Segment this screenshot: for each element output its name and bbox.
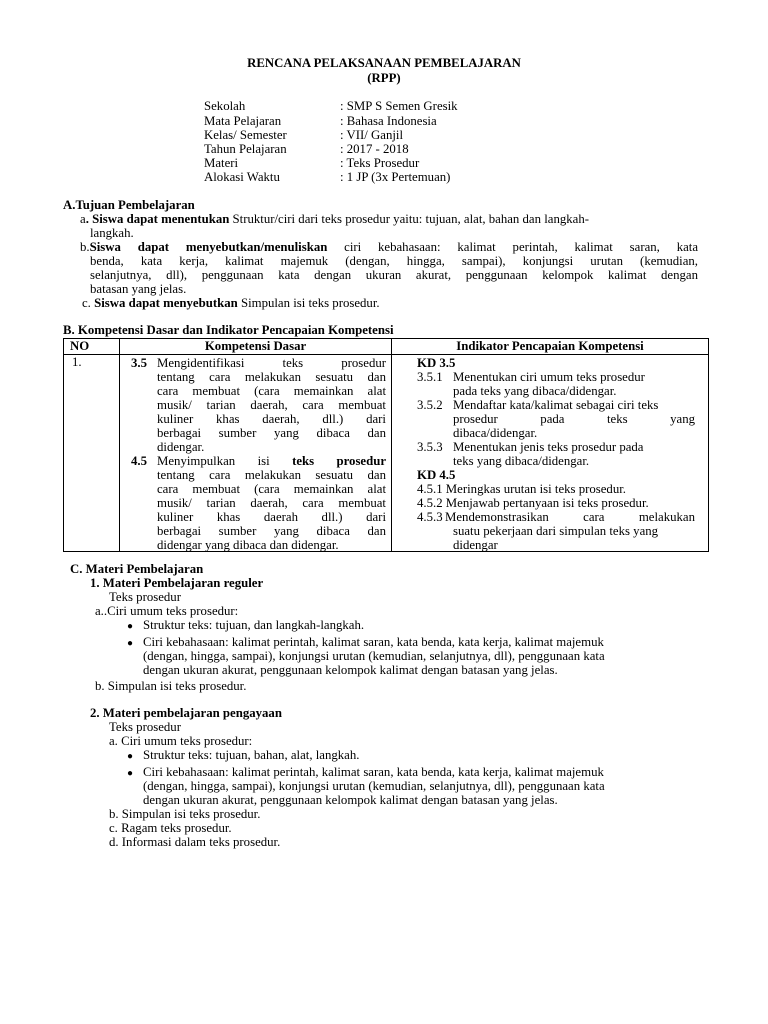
header-kd: Kompetensi Dasar [120, 339, 392, 355]
kd-number: 3.5 [131, 356, 147, 370]
identity-value: : 1 JP (3x Pertemuan) [340, 170, 451, 184]
ipk-text: didengar [453, 538, 498, 552]
kd-text: didengar yang dibaca dan didengar. [157, 538, 339, 552]
subsection-1-item-b: b. Simpulan isi teks prosedur. [95, 679, 247, 693]
objective-a-cont: langkah. [90, 226, 134, 240]
objective-text: Struktur/ciri dari teks prosedur yaitu: tujuan, alat, bahan dan langkah- [229, 212, 589, 226]
identity-value: : Bahasa Indonesia [340, 114, 437, 128]
header-ipk: Indikator Pencapaian Kompetensi [392, 339, 709, 355]
subsection-2-item-c: c. Ragam teks prosedur. [109, 821, 232, 835]
bullet-icon: ● [127, 751, 134, 762]
kd-text: tentang cara melakukan sesuatu dan [157, 370, 386, 384]
ipk-text: pada teks yang dibaca/didengar. [453, 384, 617, 398]
objective-a [80, 212, 589, 227]
bullet-text: dengan ukuran akurat, penggunaan kelompok kalimat dengan batasan yang jelas. [143, 793, 558, 807]
kd-cell [120, 355, 392, 552]
ipk-number: 4.5.3 [417, 510, 443, 524]
doc-title: RENCANA PELAKSANAAN PEMBELAJARAN [247, 56, 521, 70]
bullet-text: Struktur teks: tujuan, dan langkah-langkah. [143, 618, 365, 632]
kd-text: kuliner khas daerah dll.) dari [157, 510, 386, 524]
ipk-number: 3.5.1 [417, 370, 443, 384]
bullet-icon: ● [127, 621, 134, 632]
ipk-kd-heading: KD 4.5 [417, 468, 456, 482]
objective-marker: b. [80, 240, 90, 254]
ipk-text: dibaca/didengar. [453, 426, 538, 440]
objective-b [80, 240, 698, 255]
identity-label: Materi [204, 156, 239, 170]
identity-value: : 2017 - 2018 [340, 142, 409, 156]
subsection-2-subtitle: Teks prosedur [109, 720, 181, 734]
subsection-2-item-d: d. Informasi dalam teks prosedur. [109, 835, 281, 849]
kd-text: musik/ tarian daerah, cara membuat [157, 398, 386, 412]
kd-bold: teks prosedur [292, 454, 387, 468]
subsection-1-subtitle: Teks prosedur [109, 590, 181, 604]
row-number-text: 1. [72, 355, 82, 369]
objective-b-line: benda, kata kerja, kalimat majemuk (dengan, hingga, sampai), konjungsi urutan (kemudian, [90, 254, 698, 268]
ipk-kd-heading: KD 3.5 [417, 356, 456, 370]
doc-subtitle: (RPP) [367, 71, 401, 85]
identity-label: Kelas/ Semester [204, 128, 287, 142]
section-a-heading: A.Tujuan Pembelajaran [63, 198, 195, 212]
header-no: NO [64, 339, 120, 355]
ipk-text: suatu pekerjaan dari simpulan teks yang [453, 524, 659, 538]
objective-marker: c. [82, 296, 91, 310]
bullet-text: Ciri kebahasaan: kalimat perintah, kalimat saran, kata benda, kata kerja, kalimat majemuk [143, 635, 604, 649]
identity-value: : SMP S Semen Gresik [340, 99, 458, 113]
kd-text: cara membuat (cara memainkan alat [157, 482, 386, 496]
kd-text: tentang cara melakukan sesuatu dan [157, 468, 386, 482]
identity-value: : Teks Prosedur [340, 156, 420, 170]
kd-text: Mengidentifikasi teks prosedur [157, 356, 386, 370]
identity-value: : VII/ Ganjil [340, 128, 404, 142]
ipk-text: Menentukan ciri umum teks prosedur [453, 370, 645, 384]
objective-text: ciri kebahasaan: kalimat perintah, kalimat saran, kata [327, 240, 699, 254]
bullet-icon: ● [127, 638, 134, 649]
bullet-icon: ● [127, 768, 134, 779]
identity-label: Tahun Pelajaran [204, 142, 287, 156]
subsection-1-heading: 1. Materi Pembelajaran reguler [90, 576, 264, 590]
bullet-text: Ciri kebahasaan: kalimat perintah, kalimat saran, kata benda, kata kerja, kalimat majemuk [143, 765, 604, 779]
kd-text: cara membuat (cara memainkan alat [157, 384, 386, 398]
ipk-item: 4.5.1 Meringkas urutan isi teks prosedur. [417, 482, 626, 496]
ipk-number: 3.5.2 [417, 398, 443, 412]
kd-text: Menyimpulkan isi [157, 454, 270, 468]
ipk-text: prosedur pada teks yang [453, 412, 695, 426]
section-b-heading: B. Kompetensi Dasar dan Indikator Pencapaian Kompetensi [63, 323, 394, 337]
competency-table [63, 338, 709, 552]
objective-marker: a [80, 212, 86, 226]
identity-label: Sekolah [204, 99, 246, 113]
objective-bold: Siswa dapat menyebutkan [94, 296, 238, 310]
identity-label: Alokasi Waktu [204, 170, 280, 184]
subsection-2-item-b: b. Simpulan isi teks prosedur. [109, 807, 261, 821]
ipk-number: 3.5.3 [417, 440, 443, 454]
kd-text: kuliner khas daerah, dll.) dari [157, 412, 386, 426]
kd-text: berbagai sumber yang dibaca dan [157, 426, 386, 440]
table-header-row [64, 339, 709, 355]
bullet-text: (dengan, hingga, sampai), konjungsi urutan (kemudian, selanjutnya, dll), penggunaan kata [143, 649, 605, 663]
bullet-text: dengan ukuran akurat, penggunaan kelompok kalimat dengan batasan yang jelas. [143, 663, 558, 677]
ipk-text: Menentukan jenis teks prosedur pada [453, 440, 644, 454]
objective-c [82, 296, 380, 311]
objective-bold: Siswa dapat menyebutkan/menuliskan [89, 240, 328, 254]
ipk-cell [392, 355, 709, 552]
ipk-text: teks yang dibaca/didengar. [453, 454, 590, 468]
subsection-2-heading: 2. Materi pembelajaran pengayaan [90, 706, 282, 720]
ipk-item: 4.5.2 Menjawab pertanyaan isi teks prosedur. [417, 496, 649, 510]
kd-text-first [157, 454, 386, 469]
objective-b-line: batasan yang jelas. [90, 282, 187, 296]
kd-text: didengar. [157, 440, 205, 454]
objective-text: Simpulan isi teks prosedur. [237, 296, 380, 310]
kd-number: 4.5 [131, 454, 147, 468]
kd-text: musik/ tarian daerah, cara membuat [157, 496, 386, 510]
ipk-text: Mendaftar kata/kalimat sebagai ciri teks [453, 398, 659, 412]
bullet-text: Struktur teks: tujuan, bahan, alat, langkah. [143, 748, 360, 762]
ipk-text: Mendemonstrasikan cara melakukan [445, 510, 695, 524]
kd-text: berbagai sumber yang dibaca dan [157, 524, 386, 538]
section-c-heading: C. Materi Pembelajaran [70, 562, 204, 576]
table-row [64, 355, 709, 552]
objective-b-line: selanjutnya, dll), penggunaan kata dengan ukuran akurat, penggunaan kelompok kalimat dengan [90, 268, 698, 282]
subsection-1-item-a: a..Ciri umum teks prosedur: [95, 604, 239, 618]
subsection-2-item-a: a. Ciri umum teks prosedur: [109, 734, 253, 748]
bullet-text: (dengan, hingga, sampai), konjungsi urutan (kemudian, selanjutnya, dll), penggunaan kata [143, 779, 605, 793]
identity-label: Mata Pelajaran [204, 114, 282, 128]
row-number [64, 355, 120, 552]
objective-bold: . Siswa dapat menentukan [85, 212, 230, 226]
